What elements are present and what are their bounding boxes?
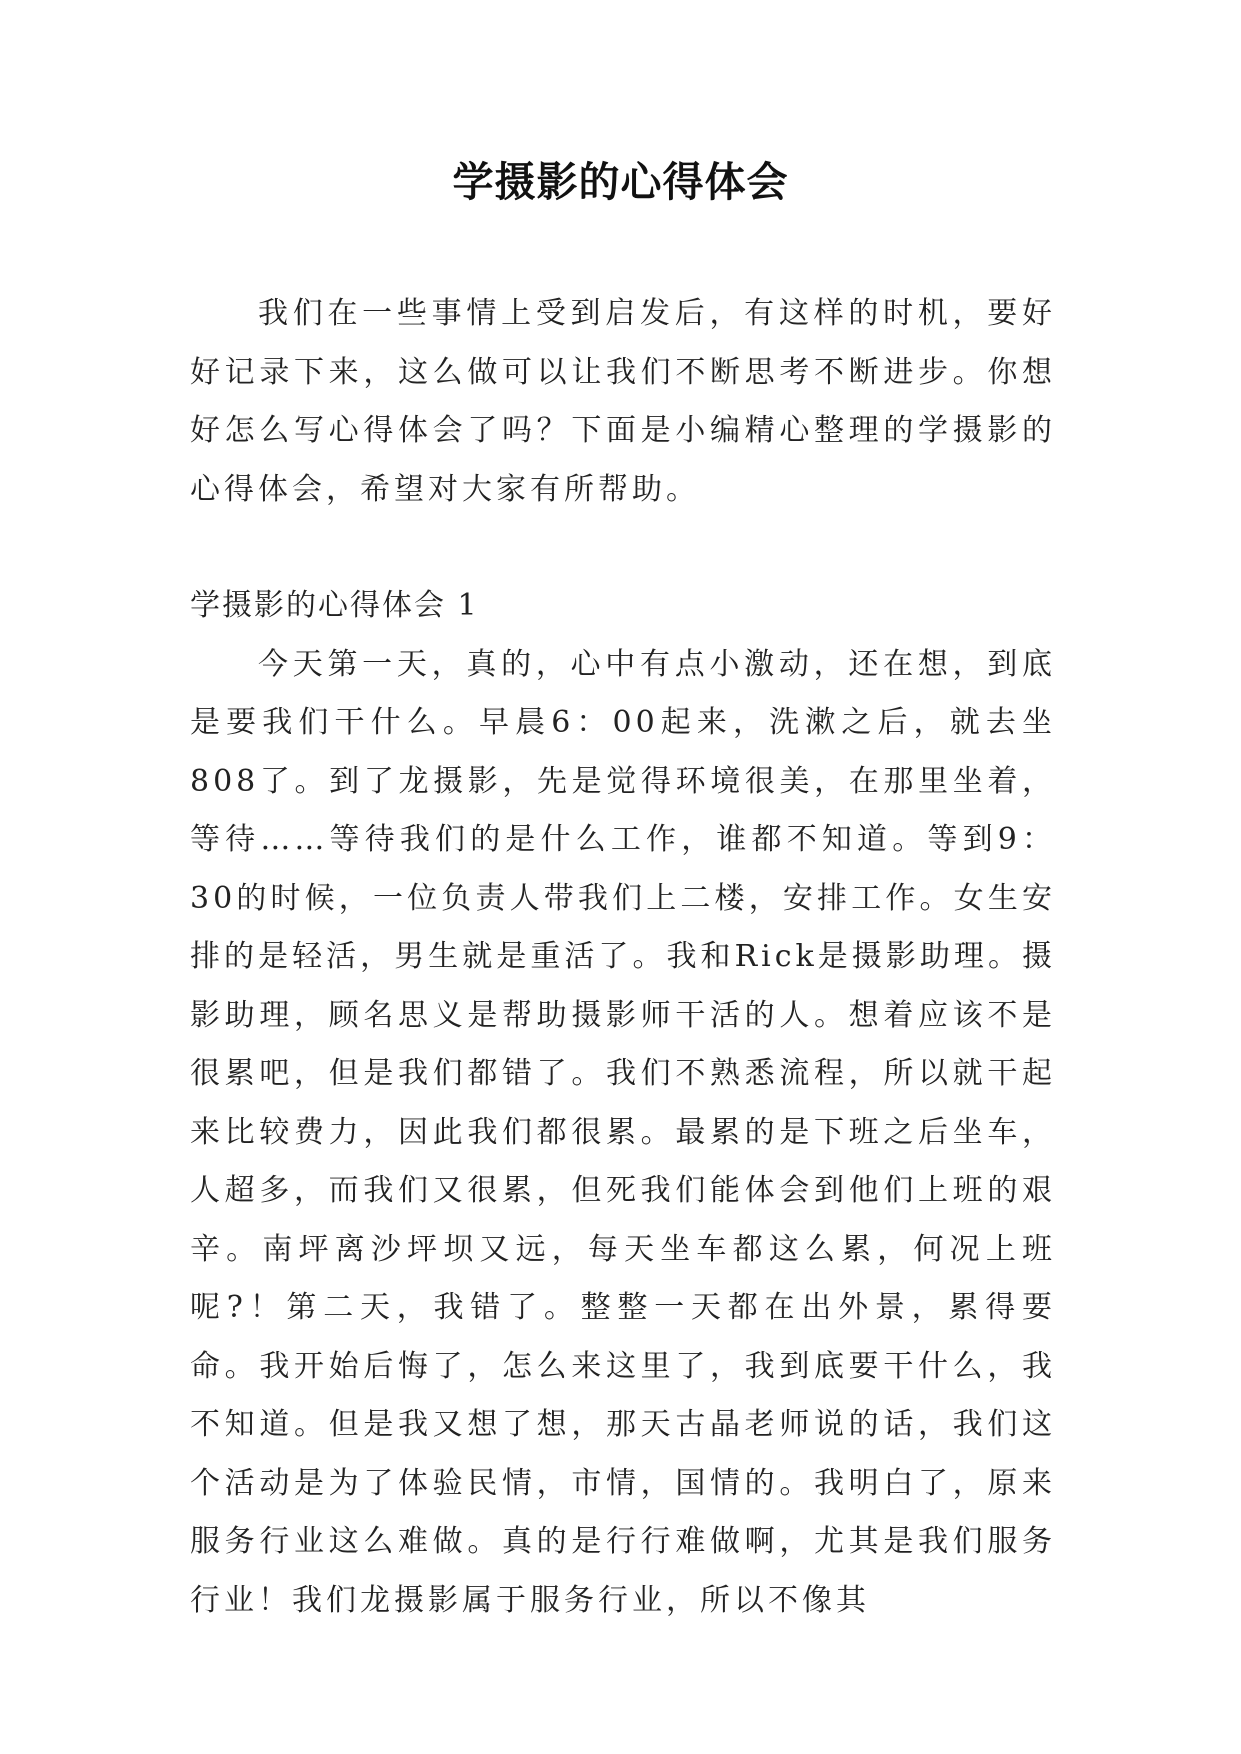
document-title: 学摄影的心得体会 — [452, 158, 789, 206]
document-content — [190, 285, 1056, 1630]
section-heading: 学摄影的心得体会 1 — [190, 588, 479, 623]
section-paragraph: 今天第一天，真的，心中有点小激动，还在想，到底是要我们干什么。早晨6：00起来，洗漱之后，就去坐808了。到了龙摄影，先是觉得环境很美，在那里坐着，等待……等待我们的是什么工作，谁都不知道。等到9：30的时候，一位负责人带我们上二楼，安排工作。女生安排的是轻活，男生就是重活了。我和Rick是摄影助理。摄影助理，顾名思义是帮助摄影师干活的人。想着应该不是很累吧，但是我们都错了。我们不熟悉流程，所以就干起来比较费力，因此我们都很累。最累的是下班之后坐车，人超多，而我们又很累，但死我们能体会到他们上班的艰辛。南坪离沙坪坝又远，每天坐车都这么累，何况上班呢?！第二天，我错了。整整一天都在出外景，累得要命。我开始后悔了，怎么来这里了，我到底要干什么，我不知道。但是我又想了想，那天古晶老师说的话，我们这个活动是为了体验民情，市情，国情的。我明白了，原来服务行业这么难做。真的是行行难做啊，尤其是我们服务行业！我们龙摄影属于服务行业，所以不像其 — [190, 646, 1056, 1618]
intro-paragraph: 我们在一些事情上受到启发后，有这样的时机，要好好记录下来，这么做可以让我们不断思考不断进步。你想好怎么写心得体会了吗？下面是小编精心整理的学摄影的心得体会，希望对大家有所帮助。 — [190, 296, 1056, 507]
